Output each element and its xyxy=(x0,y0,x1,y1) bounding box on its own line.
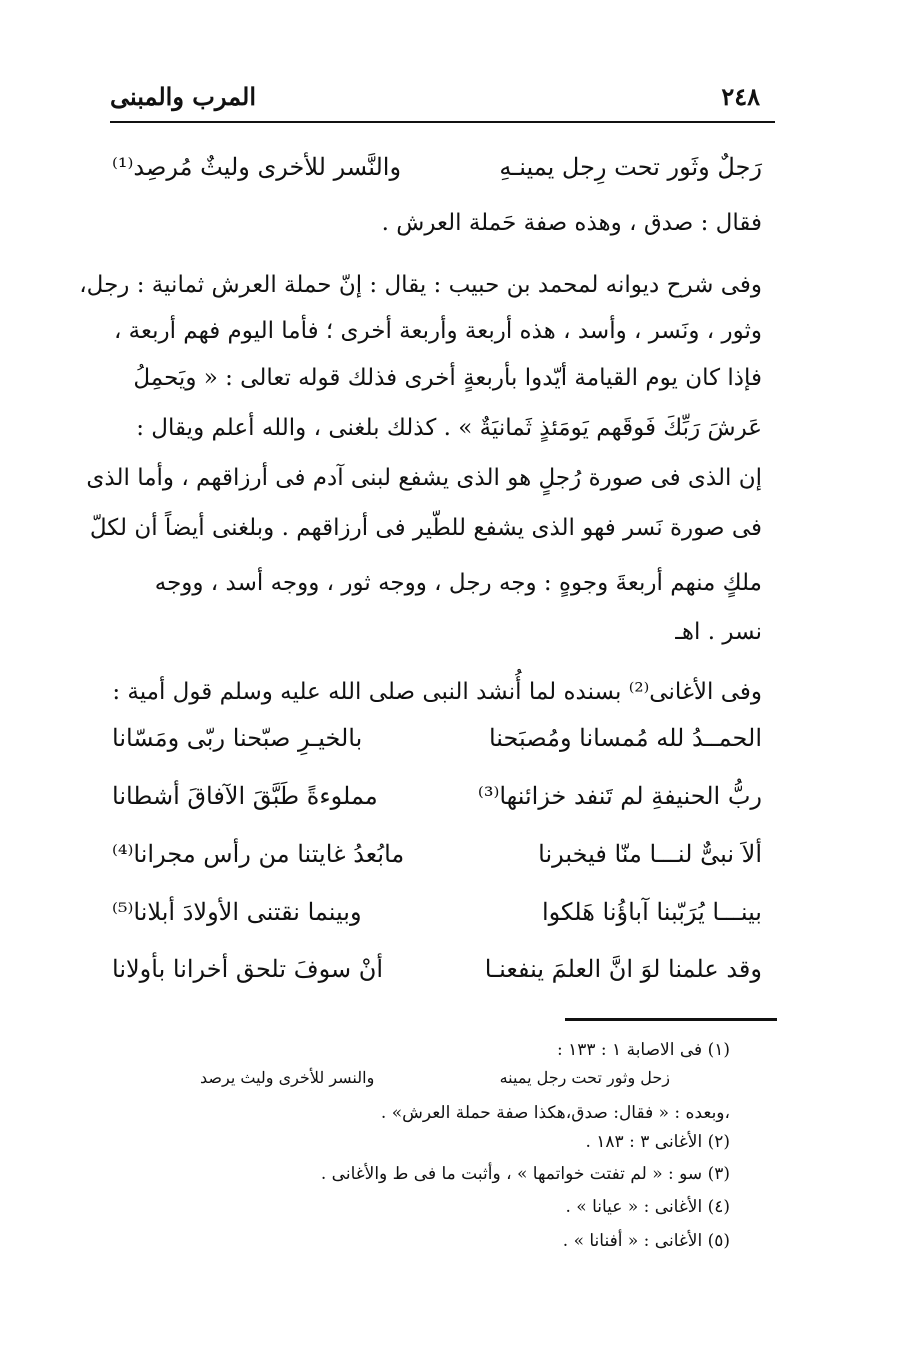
footnote-verse-first: زحل وثور تحت رجل يمينه xyxy=(499,1068,670,1087)
poem-hemistich-second: وبينما نقتنى الأولادَ أبلانا⁽⁵⁾ xyxy=(112,898,362,926)
poem-hemistich-second: مابُعدُ غايتنا من رأس مجرانا⁽⁴⁾ xyxy=(112,840,405,868)
running-title: المرب والمبنى xyxy=(110,82,256,111)
page-number: ٢٤٨ xyxy=(721,82,760,111)
poem-hemistich-first: بينـــا يُرَبّبنا آباؤُنا هَلكوا xyxy=(541,898,762,926)
poem-hemistich-first: الحمــدُ لله مُمسانا ومُصبَحنا xyxy=(488,724,762,752)
body-line: عَرشَ رَبِّكَ فَوقَهم يَومَئذٍ ثَمانيَةٌ » . كذلك بلغنى ، والله أعلم ويقال : xyxy=(136,415,762,441)
footnote-4: (٤) الأغانى : « عيانا » . xyxy=(565,1197,730,1217)
poem-verse xyxy=(112,955,762,1001)
footnote-1-verse xyxy=(200,1068,670,1096)
body-line: فقال : صدق ، وهذه صفة حَملة العرش . xyxy=(381,210,762,236)
footnote-5: (٥) الأغانى : « أفنانا » . xyxy=(562,1231,730,1251)
body-line: ملكٍ منهم أربعةَ وجوهٍ : وجه رجل ، ووجه ثور ، ووجه أسد ، ووجه xyxy=(154,570,762,596)
header-rule xyxy=(110,121,775,123)
footnote-3: (٣) سو : « لم تفتت خواتمها » ، وأثبت ما فى ط والأغانى . xyxy=(320,1164,730,1184)
body-line: وفى شرح ديوانه لمحمد بن حبيب : يقال : إنّ حملة العرش ثمانية : رجل، xyxy=(79,272,762,298)
poem-hemistich-second: مملوءةً طَبَّقَ الآفاقَ أشطانا xyxy=(112,782,378,810)
poem-hemistich-first: ربُّ الحنيفةِ لم تَنفد خزائنها⁽³⁾ xyxy=(477,782,762,810)
body-line: وثور ، ونَسر ، وأسد ، هذه أربعة وأربعة أخرى ؛ فأما اليوم فهم أربعة ، xyxy=(113,318,762,344)
footnote-1-intro: (١) فى الاصابة ١ : ١٣٣ : xyxy=(556,1040,730,1060)
footnote-1-after: ،وبعده : « فقال: صدق،هكذا صفة حملة العرش» . xyxy=(380,1103,730,1123)
poem-hemistich-second: بالخيـرِ صبّحنا ربّى ومَسّانا xyxy=(112,724,363,752)
footnote-2: (٢) الأغانى ٣ : ١٨٣ . xyxy=(585,1132,730,1152)
poem-verse xyxy=(112,898,762,944)
footnote-verse-second: والنسر للأخرى وليث يرصد xyxy=(200,1068,375,1087)
poem-hemistich-second: أنْ سوفَ تلحق أخرانا بأولانا xyxy=(112,955,383,983)
poem-verse xyxy=(112,840,762,886)
poem-verse xyxy=(112,782,762,828)
body-line: وفى الأغانى⁽²⁾ بسنده لما أُنشد النبى صلى الله عليه وسلم قول أمية : xyxy=(112,679,762,705)
page-header xyxy=(110,82,760,116)
poem-hemistich-first: ألاَ نبىٌّ لنـــا منّا فيخبرنا xyxy=(538,840,762,868)
body-line: فى صورة نَسر فهو الذى يشفع للطّير فى أرزاقهم . وبلغنى أيضاً أن لكلّ xyxy=(89,515,762,541)
body-line: فإذا كان يوم القيامة أيّدوا بأربعةٍ أخرى فذلك قوله تعالى : « ويَحمِلُ xyxy=(133,365,762,391)
poem-verse xyxy=(112,724,762,770)
body-line: إن الذى فى صورة رُجلٍ هو الذى يشفع لبنى آدم فى أرزاقهم ، وأما الذى xyxy=(86,465,762,491)
verse-hemistich-first: رَجلٌ وثَور تحت رِجل يمينـهِ xyxy=(499,153,762,181)
poem-hemistich-first: وقد علمنا لوَ انَّ العلمَ ينفعنـا xyxy=(484,955,762,983)
verse-hemistich-second: والنَّسر للأخرى وليثٌ مُرصِد⁽¹⁾ xyxy=(112,153,402,181)
body-line: نسر . اهـ xyxy=(675,619,762,645)
footnote-rule xyxy=(565,1018,777,1021)
opening-verse xyxy=(112,153,762,193)
